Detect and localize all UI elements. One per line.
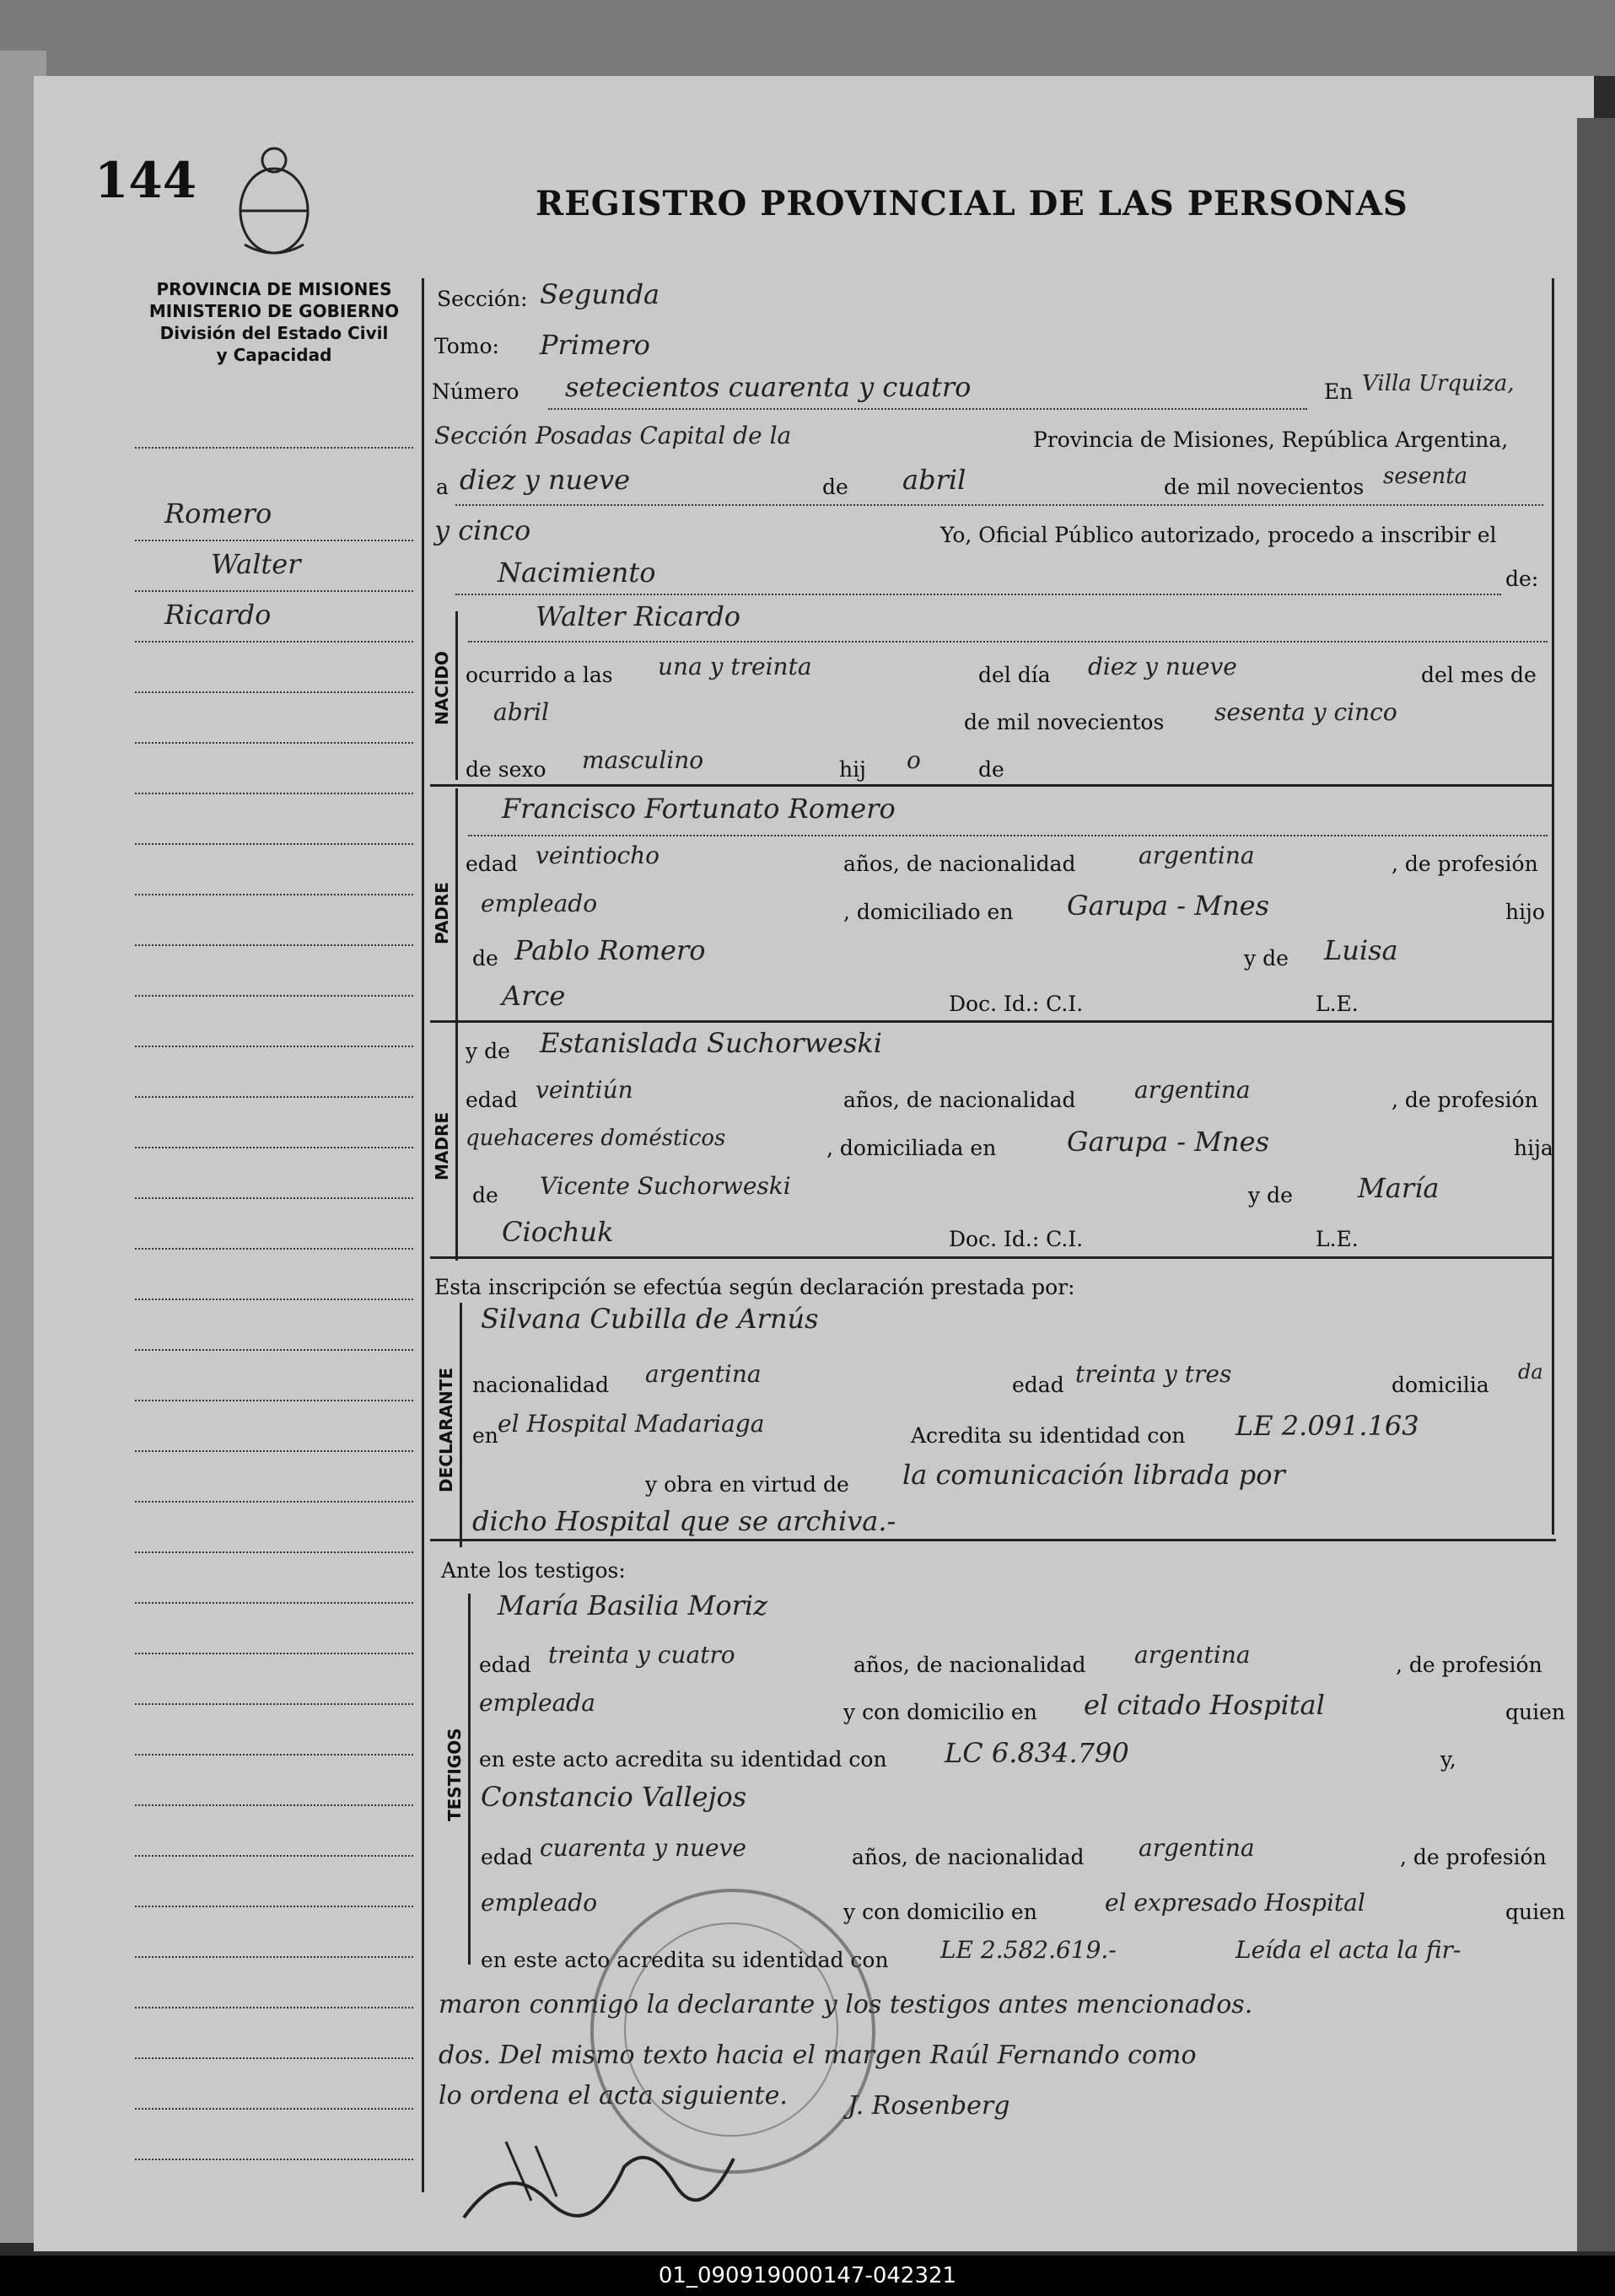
value-padre-edad: veintiocho [536, 842, 660, 869]
value-padre-padre: Pablo Romero [514, 934, 706, 966]
closing-line-1: maron conmigo la declarante y los testigos antes mencionados. [439, 1990, 1253, 2019]
label-acredita: Acredita su identidad con [911, 1423, 1186, 1448]
label-ocurrido: ocurrido a las [466, 663, 613, 687]
field-line [468, 835, 1548, 836]
label-de-3: de [472, 946, 498, 971]
margin-line [135, 1551, 413, 1553]
label-hijo: hijo [1505, 900, 1545, 924]
value-hij: o [907, 746, 921, 774]
label-nacionalidad: nacionalidad [472, 1373, 609, 1397]
label-del-mes: del mes de [1421, 663, 1537, 687]
value-sexo: masculino [582, 746, 704, 774]
side-label-madre: MADRE [432, 1111, 452, 1180]
value-decl-dom: el Hospital Madariaga [498, 1410, 765, 1438]
label-y-de-3: y de [1248, 1183, 1293, 1207]
label-quien: quien [1505, 1700, 1565, 1724]
value-decl-edad: treinta y tres [1075, 1360, 1232, 1388]
value-mes-nac: abril [493, 698, 549, 726]
value-madre-dom: Garupa - Mnes [1067, 1126, 1269, 1158]
value-mes: abril [902, 464, 966, 496]
label-tomo: Tomo: [434, 334, 499, 358]
value-t2-tail: Leída el acta la fir- [1235, 1936, 1462, 1964]
margin-line [135, 843, 413, 845]
closing-line-3: lo ordena el acta siguiente. [439, 2081, 788, 2110]
label-de: de [822, 475, 848, 499]
label-ante: Ante los testigos: [441, 1558, 626, 1583]
label-de-mil-2: de mil novecientos [964, 710, 1165, 734]
value-tomo: Primero [540, 329, 650, 361]
side-label-testigos: TESTIGOS [444, 1728, 465, 1821]
section-rule [460, 1303, 462, 1547]
value-padre-nac: argentina [1139, 842, 1255, 869]
margin-line [135, 1248, 413, 1250]
value-t1-edad: treinta y cuatro [548, 1641, 735, 1669]
label-edad: edad [466, 852, 518, 876]
book-top-edge [0, 0, 1615, 76]
label-doc-id: Doc. Id.: C.I. [949, 992, 1084, 1016]
label-de-mil: de mil novecientos [1164, 475, 1365, 499]
value-decl-obra: la comunicación librada por [902, 1459, 1285, 1491]
margin-line [135, 1703, 413, 1705]
margin-line [135, 1906, 413, 1907]
section-rule [430, 1020, 1552, 1023]
value-numero: setecientos cuarenta y cuatro [565, 371, 972, 403]
margin-line [135, 1602, 413, 1604]
label-profesion: , de profesión [1392, 852, 1538, 876]
value-padre-madre-2: Arce [502, 980, 566, 1012]
side-label-padre: PADRE [432, 882, 452, 944]
value-anio-nac: sesenta y cinco [1214, 698, 1397, 726]
column-divider [422, 278, 424, 2192]
margin-line [135, 995, 413, 997]
signature-official: J. Rosenberg [848, 2091, 1010, 2121]
margin-line [135, 1197, 413, 1199]
label-de-colon: de: [1505, 567, 1539, 591]
value-acto: Nacimiento [498, 557, 656, 589]
section-rule [455, 611, 458, 780]
margin-line [135, 1046, 413, 1047]
margin-line [135, 1450, 413, 1452]
right-border [1552, 278, 1554, 1535]
label-domiciliada: , domiciliada en [826, 1136, 997, 1160]
label-profesion-4: , de profesión [1400, 1845, 1547, 1869]
margin-line [135, 894, 413, 895]
signature-scribble [455, 2108, 742, 2234]
label-edad-3: edad [1012, 1373, 1064, 1397]
section-rule [430, 1539, 1556, 1541]
margin-line [135, 1349, 413, 1351]
division-name: División del Estado Civil [159, 323, 389, 343]
closing-line-2: dos. Del mismo texto hacia el margen Raúl Fernando como [439, 2041, 1197, 2070]
section-rule [430, 1256, 1552, 1259]
value-padre-prof: empleado [481, 890, 598, 917]
label-domiciliado: , domiciliado en [843, 900, 1014, 924]
page-title: REGISTRO PROVINCIAL DE LAS PERSONAS [536, 184, 1408, 223]
margin-line [135, 793, 413, 794]
value-madre-padre: Vicente Suchorweski [540, 1172, 791, 1200]
label-y-de: y de [1244, 946, 1289, 971]
value-decl-obra-2: dicho Hospital que se archiva.- [472, 1505, 896, 1537]
value-madre-nombre: Estanislada Suchorweski [540, 1027, 883, 1059]
label-sexo: de sexo [466, 757, 546, 782]
value-anio-2: y cinco [434, 514, 531, 546]
value-madre-prof: quehaceres domésticos [466, 1126, 726, 1151]
label-del-dia: del día [978, 663, 1051, 687]
label-numero: Número [432, 379, 519, 404]
label-en-este-acto: en este acto acredita su identidad con [479, 1747, 887, 1772]
value-madre-madre-2: Ciochuk [502, 1216, 614, 1248]
value-t2-edad: cuarenta y nueve [540, 1834, 746, 1862]
margin-line [135, 590, 413, 592]
section-rule [455, 1024, 458, 1261]
image-code: 01_090919000147-042321 [0, 2256, 1615, 2296]
value-t1-doc: LC 6.834.790 [945, 1737, 1129, 1769]
value-madre-edad: veintiún [536, 1076, 633, 1104]
book-binding [1577, 118, 1615, 2251]
coat-of-arms-icon [228, 143, 320, 261]
margin-line [135, 1147, 413, 1148]
margin-line [135, 1501, 413, 1503]
value-padre-dom: Garupa - Mnes [1067, 890, 1269, 922]
label-profesion-3: , de profesión [1396, 1653, 1542, 1677]
margin-line [135, 1299, 413, 1300]
margin-line [135, 691, 413, 693]
issuer-block [127, 278, 422, 366]
value-t2-dom: el expresado Hospital [1105, 1889, 1365, 1917]
margin-line [135, 742, 413, 744]
label-anos-nac-3: años, de nacionalidad [853, 1653, 1086, 1677]
margin-line [135, 1400, 413, 1401]
section-rule [468, 1594, 471, 1965]
label-de-4: de [472, 1183, 498, 1207]
value-lugar: Villa Urquiza, [1362, 371, 1515, 396]
province-name: PROVINCIA DE MISIONES [156, 279, 392, 299]
value-decl-nac: argentina [645, 1360, 762, 1388]
label-edad-4: edad [479, 1653, 531, 1677]
value-t2-prof: empleado [481, 1889, 598, 1917]
value-t1-nac: argentina [1134, 1641, 1251, 1669]
section-rule [455, 788, 458, 1024]
value-padre-madre: Luisa [1324, 934, 1398, 966]
label-y-de-2: y de [466, 1039, 510, 1063]
value-nombre: Walter Ricardo [536, 600, 741, 632]
value-anio: sesenta [1383, 464, 1468, 489]
value-madre-nac: argentina [1134, 1076, 1251, 1104]
side-label-declarante: DECLARANTE [436, 1367, 456, 1492]
margin-line [135, 2007, 413, 2008]
value-madre-madre: María [1358, 1172, 1440, 1204]
official-stamp-inner [624, 1922, 838, 2137]
margin-line [135, 944, 413, 946]
label-edad-5: edad [481, 1845, 533, 1869]
value-t2-doc: LE 2.582.619.- [940, 1936, 1117, 1964]
margin-surname: Romero [164, 497, 272, 530]
field-line [455, 594, 1501, 595]
value-t2-nac: argentina [1139, 1834, 1255, 1862]
folio-number: 144 [94, 152, 197, 209]
margin-line [135, 641, 413, 643]
margin-line [135, 1096, 413, 1098]
value-testigo-2: Constancio Vallejos [481, 1781, 747, 1813]
label-con-domicilio: y con domicilio en [843, 1700, 1037, 1724]
label-a: a [436, 475, 449, 499]
value-t1-prof: empleada [479, 1689, 595, 1717]
division-name-2: y Capacidad [216, 345, 332, 365]
label-domicilia: domicilia [1392, 1373, 1489, 1397]
value-padre-nombre: Francisco Fortunato Romero [502, 793, 896, 825]
label-provincia: Provincia de Misiones, República Argentina, [1033, 427, 1509, 452]
label-hij: hij [839, 757, 866, 782]
label-le-2: L.E. [1316, 1227, 1359, 1251]
value-t1-dom: el citado Hospital [1084, 1689, 1325, 1721]
margin-line [135, 1653, 413, 1654]
label-edad-2: edad [466, 1088, 518, 1112]
value-declarante: Silvana Cubilla de Arnús [481, 1303, 819, 1335]
side-label-nacido: NACIDO [432, 651, 452, 725]
margin-line [135, 1804, 413, 1806]
label-hija: hija [1514, 1136, 1553, 1160]
value-hora: una y treinta [658, 653, 812, 680]
value-lugar-2: Sección Posadas Capital de la [434, 422, 792, 449]
label-en: En [1324, 379, 1354, 404]
label-doc-id-2: Doc. Id.: C.I. [949, 1227, 1084, 1251]
label-anos-nac-4: años, de nacionalidad [852, 1845, 1085, 1869]
value-seccion: Segunda [540, 278, 660, 310]
section-rule [430, 784, 1552, 787]
margin-line [135, 1754, 413, 1756]
value-decl-doc: LE 2.091.163 [1235, 1410, 1419, 1442]
margin-line [135, 447, 413, 449]
ministry-name: MINISTERIO DE GOBIERNO [148, 301, 400, 321]
label-profesion-2: , de profesión [1392, 1088, 1538, 1112]
label-anos-nac: años, de nacionalidad [843, 852, 1076, 876]
value-dia: diez y nueve [460, 464, 631, 496]
margin-line [135, 1855, 413, 1857]
label-con-domicilio-2: y con domicilio en [843, 1900, 1037, 1924]
margin-line [135, 2108, 413, 2110]
label-y-comma: y, [1440, 1747, 1456, 1772]
label-anos-nac-2: años, de nacionalidad [843, 1088, 1076, 1112]
margin-name-1: Walter [211, 548, 301, 580]
field-line [455, 504, 1543, 506]
label-yo: Yo, Oficial Público autorizado, procedo a inscribir el [940, 523, 1497, 547]
value-dia-nac: diez y nueve [1088, 653, 1237, 680]
margin-line [135, 1956, 413, 1958]
label-le: L.E. [1316, 992, 1359, 1016]
label-quien-2: quien [1505, 1900, 1565, 1924]
label-en-este-acto-2: en este acto acredita su identidad con [481, 1948, 889, 1972]
margin-line [135, 2159, 413, 2160]
margin-name-2: Ricardo [164, 599, 272, 631]
label-seccion: Sección: [437, 287, 528, 311]
value-testigo-1: María Basilia Moriz [498, 1589, 768, 1621]
label-obra: y obra en virtud de [645, 1472, 849, 1497]
margin-line [135, 2057, 413, 2059]
label-en-low: en [472, 1423, 498, 1448]
field-line [468, 641, 1548, 643]
field-line [548, 408, 1307, 410]
value-decl-dom-suffix: da [1518, 1360, 1543, 1384]
margin-line [135, 540, 413, 541]
label-esta-inscripcion: Esta inscripción se efectúa según declaración prestada por: [434, 1275, 1075, 1299]
label-de-2: de [978, 757, 1004, 782]
